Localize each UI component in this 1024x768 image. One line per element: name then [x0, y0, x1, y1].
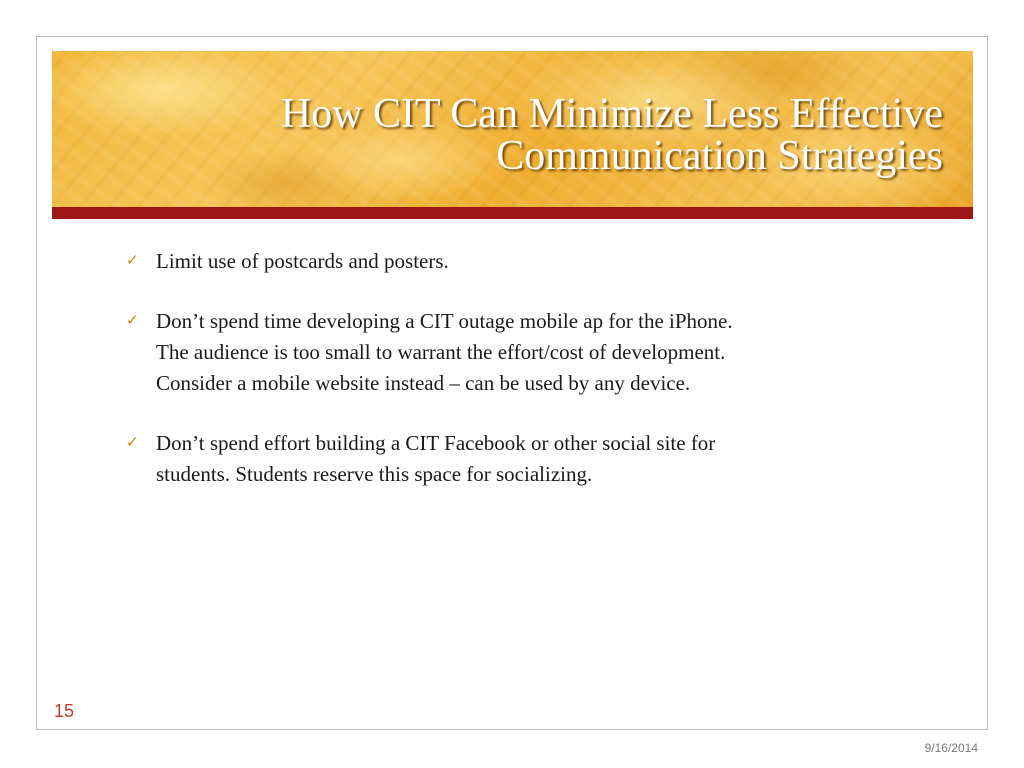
slide-date: 9/16/2014 — [924, 741, 978, 755]
bullet-text: Limit use of postcards and posters. — [156, 249, 449, 273]
bullet-item — [126, 246, 906, 277]
bullet-text: Don’t spend effort building a CIT Facebook or other social site for students. Students reserve this space for socializing. — [156, 431, 716, 486]
bullet-item — [126, 428, 906, 490]
bullet-list — [126, 246, 906, 519]
title-banner — [52, 51, 973, 207]
checkmark-icon: ✓ — [126, 311, 139, 329]
bullet-item — [126, 306, 906, 399]
slide-title — [63, 93, 943, 177]
bullet-text: Don’t spend time developing a CIT outage mobile ap for the iPhone. The audience is too small to warrant the effort/cost of development. Consider a mobile website instead – can be used by any device. — [156, 309, 733, 395]
checkmark-icon: ✓ — [126, 433, 139, 451]
title-underline-bar — [52, 207, 973, 219]
slide-number: 15 — [54, 701, 75, 721]
checkmark-icon: ✓ — [126, 251, 139, 269]
slide-title-line-1: How CIT Can Minimize Less Effective — [280, 91, 943, 137]
slide-title-line-2: Communication Strategies — [496, 133, 943, 179]
